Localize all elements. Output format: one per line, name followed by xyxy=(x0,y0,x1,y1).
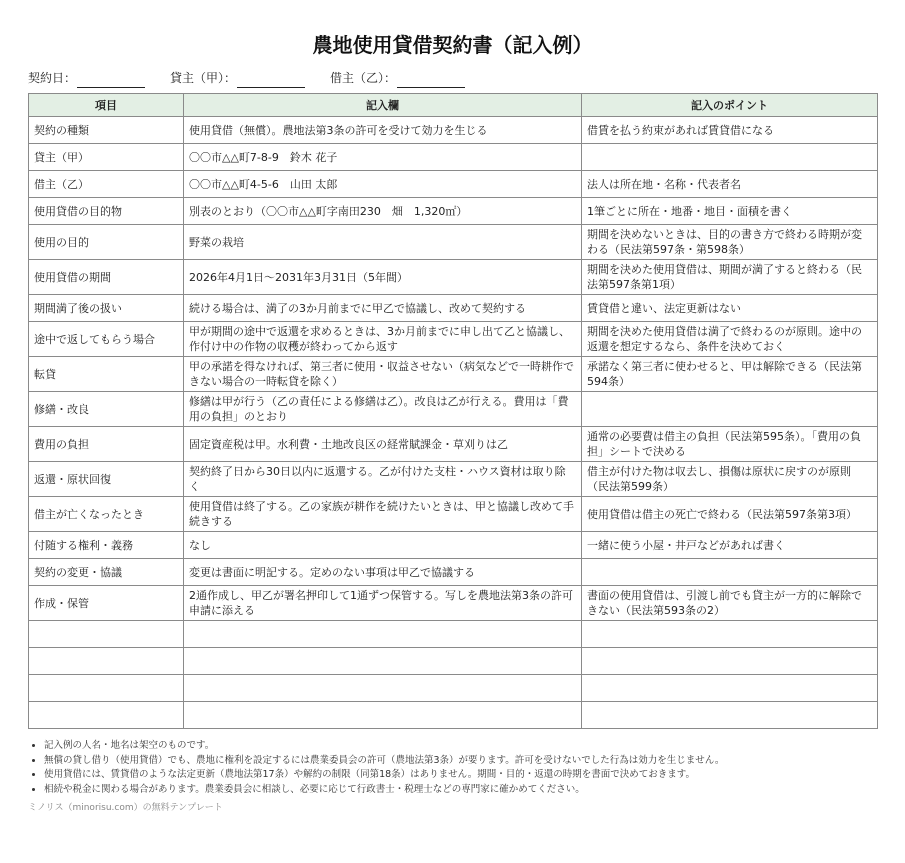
table-row xyxy=(29,559,878,586)
row-entry-cell[interactable]: 2通作成し、甲乙が署名押印して1通ずつ保管する。写しを農地法第3条の許可申請に添える xyxy=(184,586,582,621)
column-header-point: 記入のポイント xyxy=(582,94,878,117)
column-header-item: 項目 xyxy=(29,94,184,117)
note-item: • 記入例の人名・地名は架空のものです。 xyxy=(44,739,877,754)
row-item-cell xyxy=(29,702,184,729)
row-point-cell: 期間を決めた使用貸借は、期間が満了すると終わる（民法第597条第1項） xyxy=(582,260,878,295)
column-header-entry: 記入欄 xyxy=(184,94,582,117)
table-row xyxy=(29,648,878,675)
row-point-cell: 期間を決めた使用貸借は満了で終わるのが原則。途中の返還を想定するなら、条件を決めておく xyxy=(582,322,878,357)
row-point-cell xyxy=(582,648,878,675)
note-item: • 使用貸借には、賃貸借のような法定更新（農地法第17条）や解約の制限（同第18条）はありません。期間・目的・返還の時期を書面で決めておきます。 xyxy=(44,768,877,783)
row-item-cell: 転貸 xyxy=(29,357,184,392)
row-point-cell: 一緒に使う小屋・井戸などがあれば書く xyxy=(582,532,878,559)
row-point-cell: 法人は所在地・名称・代表者名 xyxy=(582,171,878,198)
table-row xyxy=(29,621,878,648)
contract-date-field xyxy=(28,68,145,88)
table-row xyxy=(29,392,878,427)
row-point-cell: 賃貸借と違い、法定更新はない xyxy=(582,295,878,322)
table-row xyxy=(29,462,878,497)
row-point-cell xyxy=(582,621,878,648)
table-row xyxy=(29,532,878,559)
table-row xyxy=(29,144,878,171)
row-entry-cell[interactable] xyxy=(184,675,582,702)
table-row xyxy=(29,225,878,260)
row-item-cell: 途中で返してもらう場合 xyxy=(29,322,184,357)
row-item-cell: 契約の変更・協議 xyxy=(29,559,184,586)
row-entry-cell[interactable]: 〇〇市△△町7-8-9 鈴木 花子 xyxy=(184,144,582,171)
table-row xyxy=(29,171,878,198)
row-item-cell: 借主が亡くなったとき xyxy=(29,497,184,532)
table-row xyxy=(29,702,878,729)
row-entry-cell[interactable]: 2026年4月1日〜2031年3月31日（5年間） xyxy=(184,260,582,295)
row-point-cell xyxy=(582,144,878,171)
table-row xyxy=(29,586,878,621)
table-body xyxy=(29,117,878,729)
row-entry-cell[interactable]: 使用貸借（無償）。農地法第3条の許可を受けて効力を生じる xyxy=(184,117,582,144)
row-entry-cell[interactable]: 固定資産税は甲。水利費・土地改良区の経常賦課金・草刈りは乙 xyxy=(184,427,582,462)
table-row xyxy=(29,497,878,532)
borrower-field xyxy=(330,68,465,88)
row-point-cell: 1筆ごとに所在・地番・地目・面積を書く xyxy=(582,198,878,225)
note-item: • 無償の貸し借り（使用貸借）でも、農地に権利を設定するには農業委員会の許可（農地法第3条）が要ります。許可を受けないでした行為は効力を生じません。 xyxy=(44,754,877,769)
note-item: • 相続や税金に関わる場合があります。農業委員会に相談し、必要に応じて行政書士・税理士などの専門家に確かめてください。 xyxy=(44,783,877,798)
row-item-cell: 貸主（甲） xyxy=(29,144,184,171)
row-point-cell xyxy=(582,675,878,702)
row-item-cell xyxy=(29,675,184,702)
row-entry-cell[interactable]: 変更は書面に明記する。定めのない事項は甲乙で協議する xyxy=(184,559,582,586)
row-entry-cell[interactable] xyxy=(184,621,582,648)
row-point-cell: 通常の必要費は借主の負担（民法第595条）。「費用の負担」シートで決める xyxy=(582,427,878,462)
contract-table xyxy=(28,93,878,729)
table-row xyxy=(29,322,878,357)
row-entry-cell[interactable]: 野菜の栽培 xyxy=(184,225,582,260)
row-item-cell xyxy=(29,621,184,648)
contract-date-label: 契約日： xyxy=(28,71,77,85)
row-entry-cell[interactable]: 甲の承諾を得なければ、第三者に使用・収益させない（病気などで一時耕作できない場合の一時転貸を除く） xyxy=(184,357,582,392)
row-item-cell: 返還・原状回復 xyxy=(29,462,184,497)
row-item-cell: 契約の種類 xyxy=(29,117,184,144)
row-item-cell: 付随する権利・義務 xyxy=(29,532,184,559)
table-row xyxy=(29,675,878,702)
row-item-cell xyxy=(29,648,184,675)
notes-list xyxy=(28,739,877,797)
borrower-blank[interactable] xyxy=(397,73,465,88)
row-point-cell: 承諾なく第三者に使わせると、甲は解除できる（民法第594条） xyxy=(582,357,878,392)
footer-credit: ミノリス（minorisu.com）の無料テンプレート xyxy=(28,803,223,813)
row-item-cell: 使用貸借の期間 xyxy=(29,260,184,295)
row-entry-cell[interactable] xyxy=(184,702,582,729)
row-point-cell: 借主が付けた物は収去し、損傷は原状に戻すのが原則（民法第599条） xyxy=(582,462,878,497)
row-point-cell: 借賃を払う約束があれば賃貸借になる xyxy=(582,117,878,144)
row-item-cell: 使用の目的 xyxy=(29,225,184,260)
row-entry-cell[interactable]: 契約終了日から30日以内に返還する。乙が付けた支柱・ハウス資材は取り除く xyxy=(184,462,582,497)
row-point-cell xyxy=(582,702,878,729)
row-item-cell: 費用の負担 xyxy=(29,427,184,462)
row-point-cell xyxy=(582,392,878,427)
row-point-cell: 書面の使用貸借は、引渡し前でも貸主が一方的に解除できない（民法第593条の2） xyxy=(582,586,878,621)
document-title: 農地使用貸借契約書（記入例） xyxy=(312,33,593,57)
row-item-cell: 作成・保管 xyxy=(29,586,184,621)
row-entry-cell[interactable]: 修繕は甲が行う（乙の責任による修繕は乙）。改良は乙が行える。費用は「費用の負担」のとおり xyxy=(184,392,582,427)
borrower-label: 借主（乙）： xyxy=(330,71,397,85)
table-row xyxy=(29,117,878,144)
table-row xyxy=(29,427,878,462)
lender-label: 貸主（甲）： xyxy=(170,71,237,85)
row-entry-cell[interactable]: 使用貸借は終了する。乙の家族が耕作を続けたいときは、甲と協議し改めて手続きする xyxy=(184,497,582,532)
party-header xyxy=(28,68,877,88)
row-entry-cell[interactable]: 甲が期間の途中で返還を求めるときは、3か月前までに申し出て乙と協議し、作付け中の作物の収穫が終わってから返す xyxy=(184,322,582,357)
table-header-row xyxy=(29,94,878,117)
row-entry-cell[interactable] xyxy=(184,648,582,675)
row-entry-cell[interactable]: 続ける場合は、満了の3か月前までに甲乙で協議し、改めて契約する xyxy=(184,295,582,322)
row-point-cell xyxy=(582,559,878,586)
row-item-cell: 使用貸借の目的物 xyxy=(29,198,184,225)
table-row xyxy=(29,260,878,295)
table-row xyxy=(29,198,878,225)
row-entry-cell[interactable]: 〇〇市△△町4-5-6 山田 太郎 xyxy=(184,171,582,198)
contract-date-blank[interactable] xyxy=(77,73,145,88)
lender-field xyxy=(170,68,305,88)
lender-blank[interactable] xyxy=(237,73,305,88)
table-row xyxy=(29,295,878,322)
table-row xyxy=(29,357,878,392)
row-item-cell: 期間満了後の扱い xyxy=(29,295,184,322)
row-point-cell: 期間を決めないときは、目的の書き方で終わる時期が変わる（民法第597条・第598条） xyxy=(582,225,878,260)
row-item-cell: 修繕・改良 xyxy=(29,392,184,427)
row-entry-cell[interactable]: 別表のとおり（〇〇市△△町字南田230 畑 1,320㎡） xyxy=(184,198,582,225)
row-entry-cell[interactable]: なし xyxy=(184,532,582,559)
row-point-cell: 使用貸借は借主の死亡で終わる（民法第597条第3項） xyxy=(582,497,878,532)
row-item-cell: 借主（乙） xyxy=(29,171,184,198)
